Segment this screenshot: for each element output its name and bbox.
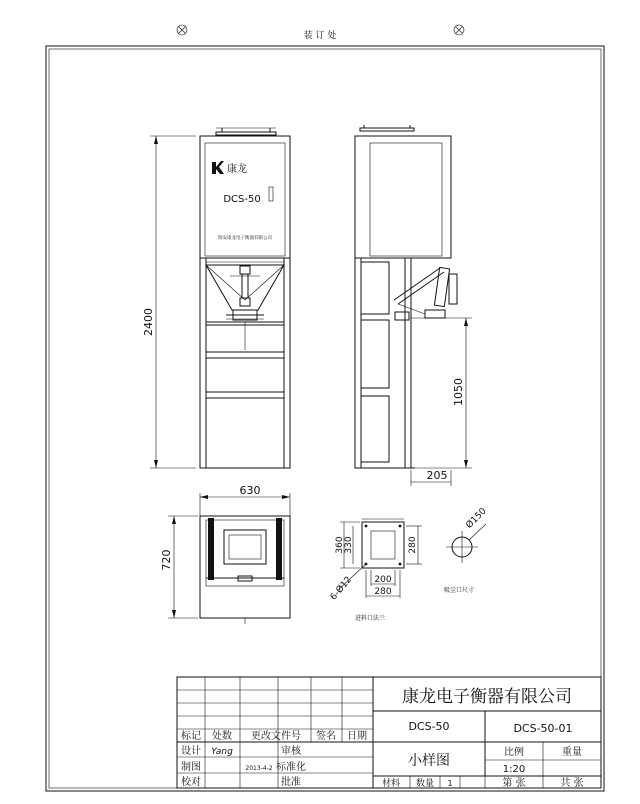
kanglong-logo-icon [212,161,224,174]
check-label: 校对 [181,777,201,788]
sheet-label: 第 张 [502,778,526,789]
title-block [177,677,601,789]
dim-630: 630 [239,484,261,497]
drawing-title: 小样图 [408,753,450,769]
front-nameplate-text: 瑞安康龙电子衡器有限公司 [218,236,272,241]
quantity-value: 1 [447,779,453,788]
dim-330: 330 [344,536,354,554]
binding-mark-left-icon [177,25,187,35]
design-signature: Yang [211,747,233,757]
material-label: 材料 [381,779,401,789]
flange-caption: 进料口法兰 [354,615,386,622]
quantity-label: 数量 [415,779,435,789]
design-label: 设计 [181,746,201,757]
drawing-number: DCS-50-01 [513,722,573,735]
total-sheets-label: 共 张 [560,778,584,789]
ratio-value: 1:20 [502,764,526,775]
review-label: 审核 [281,746,301,757]
dim-200: 200 [374,575,392,585]
standard-label: 标准化 [276,762,306,773]
suction-caption: 吸尘口尺寸 [443,587,475,594]
side-view [355,125,472,486]
product-model: DCS-50 [408,720,450,733]
company-name: 康龙电子衡器有限公司 [402,687,572,707]
holes-label: 6-Ø12 [328,574,355,603]
front-view [142,128,290,468]
approve-label: 批准 [281,777,301,788]
ratio-label: 比例 [504,747,524,758]
binding-label: 装 订 处 [303,31,337,41]
plan-view [160,484,290,624]
dim-280-bottom: 280 [374,587,392,597]
cabinet-handle [269,187,273,201]
dim-280-right: 280 [408,536,418,554]
dim-720: 720 [160,549,173,571]
outer-frame [46,46,604,791]
dim-360: 360 [335,536,345,554]
flange-detail [328,519,422,622]
rev-header-mark: 标记 [181,731,201,742]
dim-205: 205 [426,469,448,482]
rev-header-date: 日期 [347,731,367,742]
draw-label: 制图 [181,762,201,773]
rev-header-count: 处数 [212,731,232,742]
suction-detail [444,506,489,594]
front-model-label: DCS-50 [223,194,261,205]
binding-mark-right-icon [454,25,464,35]
dim-1050: 1050 [452,378,465,406]
rev-header-sign: 签名 [316,731,336,742]
weight-label: 重量 [562,747,582,758]
dim-height-2400: 2400 [142,308,155,336]
front-logo-text: 康龙 [227,164,247,175]
rev-header-docno: 更改文件号 [251,731,301,742]
date-value: 2013-4-2 [245,765,273,772]
dim-diameter-150: Ø150 [464,506,489,531]
